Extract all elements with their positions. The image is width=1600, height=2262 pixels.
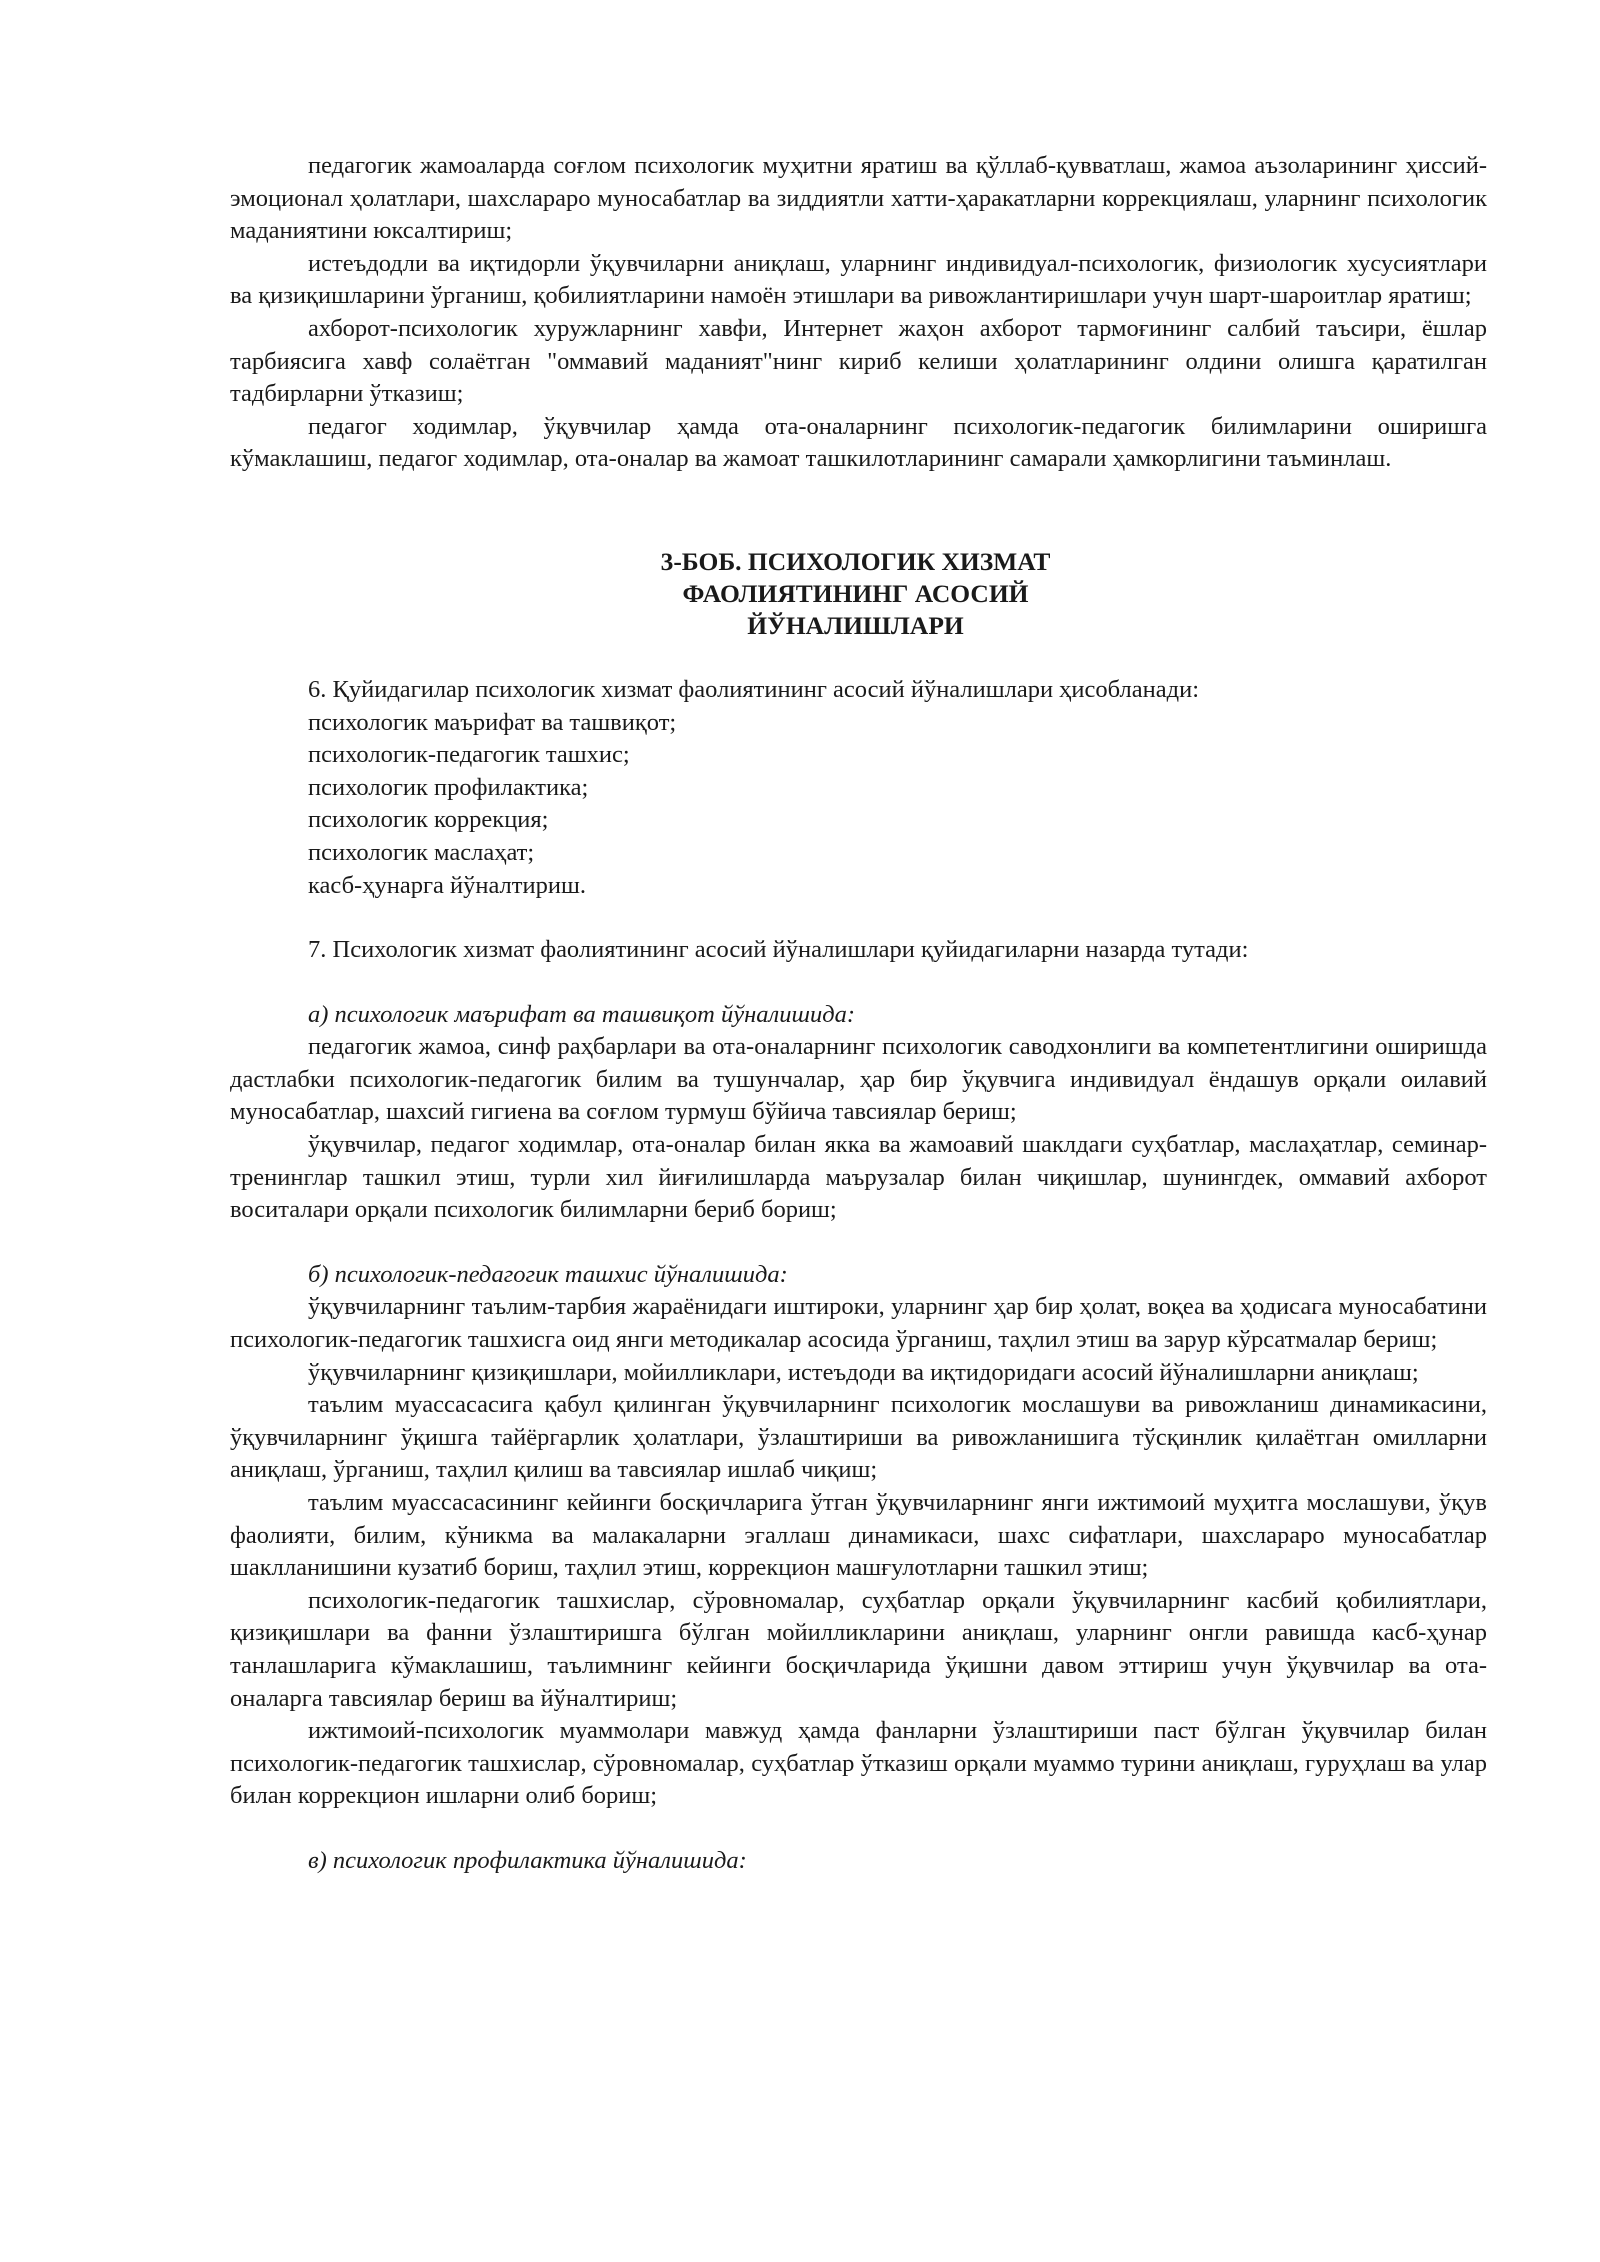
paragraph: истеъдодли ва иқтидорли ўқувчиларни аниқлаш, уларнинг индивидуал-психологик, физиологик хусусиятлари ва қизиқишларини ўрганиш, қобилиятларини намоён этишлари ва ривожлантиришлари учун шарт-шароитлар яратиш; bbox=[230, 249, 1487, 310]
section-a-title: а) психологик маърифат ва ташвиқот йўналишида: bbox=[308, 1000, 856, 1028]
spacer bbox=[230, 967, 1487, 999]
spacer bbox=[230, 1813, 1487, 1845]
document-page bbox=[230, 150, 1487, 1878]
list-item: психологик маърифат ва ташвиқот; bbox=[308, 708, 677, 736]
spacer bbox=[230, 1227, 1487, 1259]
item-6-intro: 6. Қуйидагилар психологик хизмат фаолиятининг асосий йўналишлари ҳисобланади: bbox=[308, 675, 1199, 703]
paragraph: таълим муассасасининг кейинги босқичларига ўтган ўқувчиларнинг янги ижтимоий муҳитга мослашуви, ўқув фаолияти, билим, кўникма ва малакаларни эгаллаш динамикаси, шахс сифатлари, шахслараро муносабатлар шаклланишини кузатиб бориш, таҳлил этиш, коррекцион машғулотларни ташкил этиш; bbox=[230, 1489, 1487, 1582]
list-item: психологик маслаҳат; bbox=[308, 838, 535, 866]
paragraph: ўқувчиларнинг қизиқишлари, мойилликлари, истеъдоди ва иқтидоридаги асосий йўналишларни аниқлаш; bbox=[308, 1358, 1419, 1386]
chapter-heading-line: ФАОЛИЯТИНИНГ АСОСИЙ bbox=[682, 578, 1029, 608]
chapter-heading-line: 3-БОБ. ПСИХОЛОГИК ХИЗМАТ bbox=[660, 546, 1051, 576]
paragraph: ахборот-психологик хуружларнинг хавфи, Интернет жаҳон ахборот тармоғининг салбий таъсири, ёшлар тарбиясига хавф солаётган "оммавий маданият"нинг кириб келиши ҳолатларининг олдини олишга қаратилган тадбирларни ўтказиш; bbox=[230, 314, 1487, 408]
paragraph: ижтимоий-психологик муаммолари мавжуд ҳамда фанларни ўзлаштириши паст бўлган ўқувчилар билан психологик-педагогик ташхислар, сўровномалар, суҳбатлар ўтказиш орқали муаммо турини аниқлаш, гуруҳлаш ва улар билан коррекцион ишларни олиб бориш; bbox=[230, 1717, 1487, 1810]
spacer bbox=[230, 902, 1487, 934]
paragraph: ўқувчиларнинг таълим-тарбия жараёнидаги иштироки, уларнинг ҳар бир ҳолат, воқеа ва ҳодисага муносабатини психологик-педагогик ташхисга оид янги методикалар асосида ўрганиш, таҳлил этиш ва зарур кўрсатмалар бериш; bbox=[230, 1293, 1487, 1354]
paragraph: психологик-педагогик ташхислар, сўровномалар, суҳбатлар орқали ўқувчиларнинг касбий қобилиятлари, қизиқишлари ва фанни ўзлаштиришга бўлган мойилликларини аниқлаш, уларнинг онгли равишда касб-ҳунар танлашларига кўмаклашиш, таълимнинг кейинги босқичларида ўқишни давом эттириш учун ўқувчилар ва ота-оналарга тавсиялар бериш ва йўналтириш; bbox=[230, 1586, 1487, 1712]
list-item: психологик профилактика; bbox=[308, 773, 589, 801]
item-7-intro: 7. Психологик хизмат фаолиятининг асосий йўналишлари қуйидагиларни назарда тутади: bbox=[308, 936, 1249, 964]
chapter-heading-line: ЙЎНАЛИШЛАРИ bbox=[747, 610, 964, 640]
chapter-heading bbox=[230, 546, 1487, 642]
list-item: касб-ҳунарга йўналтириш. bbox=[308, 871, 586, 899]
paragraph: педагог ходимлар, ўқувчилар ҳамда ота-оналарнинг психологик-педагогик билимларини оширишга кўмаклашиш, педагог ходимлар, ота-оналар ва жамоат ташкилотларининг самарали ҳамкорлигини таъминлаш. bbox=[230, 412, 1487, 473]
spacer bbox=[230, 642, 1487, 674]
list-item: психологик-педагогик ташхис; bbox=[308, 741, 630, 769]
list-item: психологик коррекция; bbox=[308, 806, 549, 834]
spacer bbox=[230, 476, 1487, 546]
paragraph: педагогик жамоаларда соғлом психологик муҳитни яратиш ва қўллаб-қувватлаш, жамоа аъзоларининг ҳиссий-эмоционал ҳолатлари, шахслараро муносабатлар ва зиддиятли хатти-ҳаракатларни коррекциялаш, уларнинг психологик маданиятини юксалтириш; bbox=[230, 152, 1487, 245]
paragraph: педагогик жамоа, синф раҳбарлари ва ота-оналарнинг психологик саводхонлиги ва компетентлигини оширишда дастлабки психологик-педагогик билим ва тушунчалар, ҳар бир ўқувчига индивидуал ёндашув орқали оилавий муносабатлар, шахсий гигиена ва соғлом турмуш бўйича тавсиялар бериш; bbox=[230, 1033, 1487, 1126]
paragraph: ўқувчилар, педагог ходимлар, ота-оналар билан якка ва жамоавий шаклдаги суҳбатлар, маслаҳатлар, семинар-тренинглар ташкил этиш, турли хил йиғилишларда маърузалар билан чиқишлар, шунингдек, оммавий ахборот воситалари орқали психологик билимларни бериб бориш; bbox=[230, 1131, 1487, 1224]
section-c-title: в) психологик профилактика йўналишида: bbox=[308, 1846, 747, 1874]
paragraph: таълим муассасасига қабул қилинган ўқувчиларнинг психологик мослашуви ва ривожланиш динамикасини, ўқувчиларнинг ўқишга тайёргарлик ҳолатлари, ўзлаштириши ва ривожланишига тўсқинлик қилаётган омилларни аниқлаш, ўрганиш, таҳлил қилиш ва тавсиялар ишлаб чиқиш; bbox=[230, 1391, 1487, 1484]
section-b-title: б) психологик-педагогик ташхис йўналишида: bbox=[308, 1260, 788, 1288]
